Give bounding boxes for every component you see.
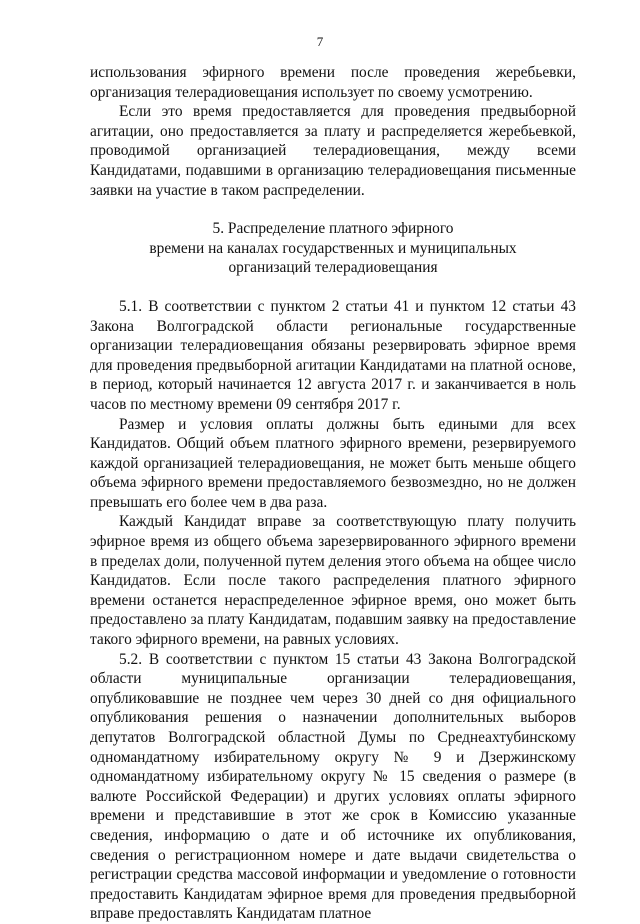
- page-number: 7: [316, 34, 324, 49]
- section-heading-line-2: времени на каналах государственных и муниципальных: [149, 239, 517, 257]
- section-heading-line-3: организаций телерадиовещания: [228, 259, 438, 277]
- paragraph-5-2: 5.2. В соответствии с пунктом 15 статьи 43 Закона Волгоградской области муниципальные организации телерадиовещания, опубликовавшие не позднее чем через 30 дней со дня официального опубликования решения о назначении дополнительных выборов депутатов Волгоградской областной Думы по Среднеахтубинскому одномандатному избирательному округу № 9 и Дзержинскому одномандатному избирательному округу № 15 сведения о размере (в валюте Российской Федерации) и других условиях оплаты эфирного времени и представившие в этот же срок в Комиссию указанные сведения, информацию о дате и об источнике их опубликования, сведения о регистрационном номере и дате выдачи свидетельства о регистрации средства массовой информации и уведомление о готовности предоставить Кандидатам эфирное время для проведения предвыборной вправе предоставлять Кандидатам платное: [90, 650, 576, 923]
- section-heading: [90, 219, 576, 278]
- document-body: [90, 63, 576, 924]
- paragraph-candidate-share: Каждый Кандидат вправе за соответствующую плату получить эфирное время из общего объема зарезервированного эфирного времени в пределах доли, полученной путем деления этого объема на общее число Кандидатов. Если после такого распределения платного эфирного времени останется нераспределенное эфирное время, оно может быть предоставлено за плату Кандидатам, подавшим заявку на предоставление такого эфирного времени, на равных условиях.: [90, 513, 576, 649]
- paragraph-5-1: 5.1. В соответствии с пунктом 2 статьи 41 и пунктом 12 статьи 43 Закона Волгоградской области региональные государственные организации телерадиовещания обязаны резервировать эфирное время для проведения предвыборной агитации Кандидатами на платной основе, в период, который начинается 12 августа 2017 г. и заканчивается в ноль часов по местному времени 09 сентября 2017 г.: [90, 297, 576, 413]
- paragraph-continuation: использования эфирного времени после проведения жеребьевки, организация телерадиовещания использует по своему усмотрению.: [90, 64, 576, 101]
- section-heading-line-1: 5. Распределение платного эфирного: [212, 220, 454, 238]
- paragraph-payment-terms: Размер и условия оплаты должны быть едиными для всех Кандидатов. Общий объем платного эфирного времени, резервируемого каждой организацией телерадиовещания, не может быть меньше общего объема эфирного времени предоставляемого безвозмездно, но не должен превышать его более чем в два раза.: [90, 415, 576, 511]
- paragraph-paid-distribution: Если это время предоставляется для проведения предвыборной агитации, оно предоставляется за плату и распределяется жеребьевкой, проводимой организацией телерадиовещания, между всеми Кандидатами, подавшими в организацию телерадиовещания письменные заявки на участие в таком распределении.: [90, 103, 576, 199]
